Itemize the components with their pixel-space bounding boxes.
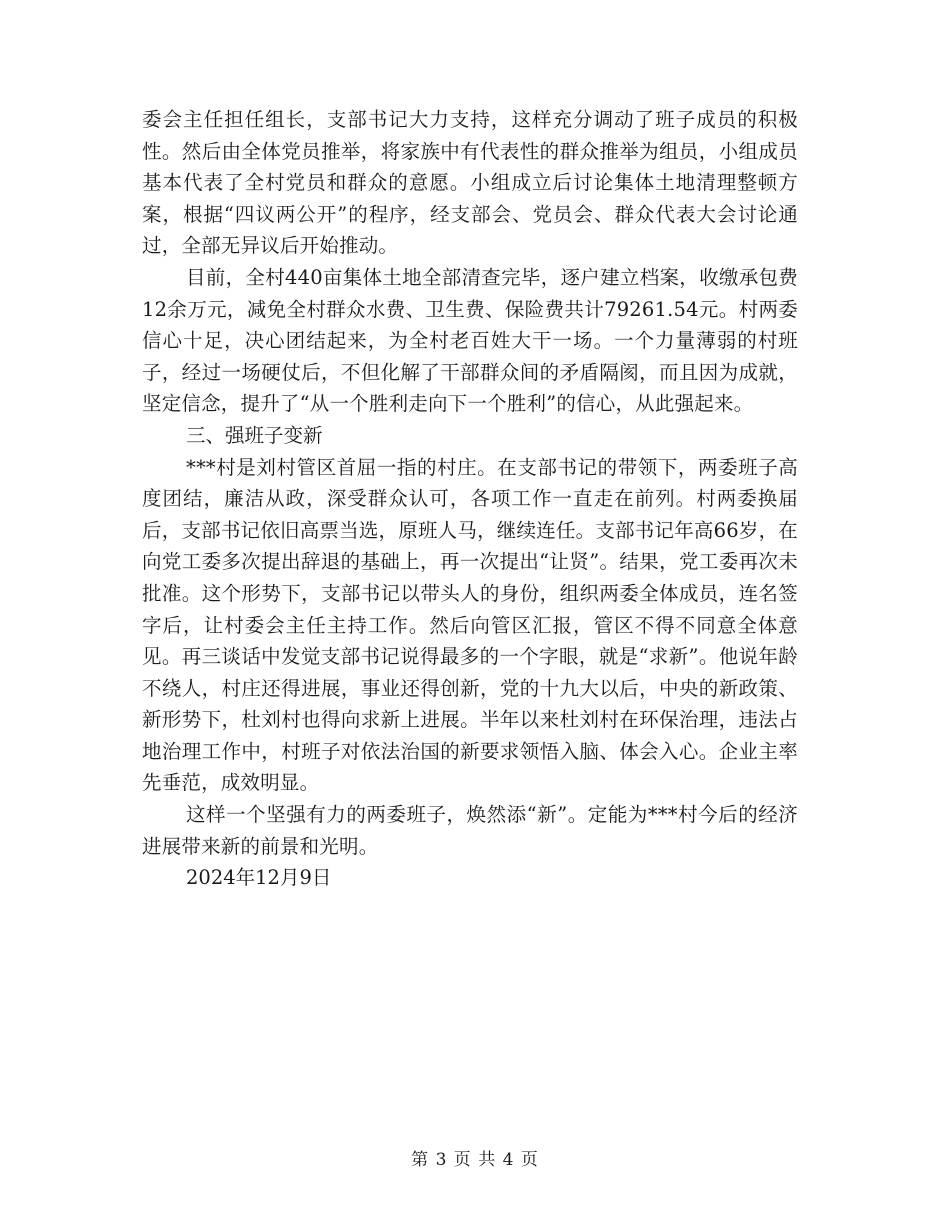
paragraph-4: 这样一个坚强有力的两委班子，焕然添“新”。定能为***村今后的经济进展带来新的前景和光明。 xyxy=(142,803,798,858)
paragraph-2: 目前，全村440亩集体土地全部清查完毕，逐户建立档案，收缴承包费12余万元，减免全村群众水费、卫生费、保险费共计79261.54元。村两委信心十足，决心团结起来，为全村老百姓大干一场。一个力量薄弱的村班子，经过一场硬仗后，不但化解了干部群众间的矛盾隔阂，而且因为成就，坚定信念，提升了“从一个胜利走向下一个胜利”的信心，从此强起来。 xyxy=(142,265,798,416)
section-heading: 三、强班子变新 xyxy=(186,423,323,447)
document-date: 2024年12月9日 xyxy=(186,866,332,890)
document-body xyxy=(142,104,798,894)
paragraph-1: 委会主任担任组长，支部书记大力支持，这样充分调动了班子成员的积极性。然后由全体党员推举，将家族中有代表性的群众推举为组员，小组成员基本代表了全村党员和群众的意愿。小组成立后讨论集体土地清理整顿方案，根据“四议两公开”的程序，经支部会、党员会、群众代表大会讨论通过，全部无异议后开始推动。 xyxy=(142,108,798,258)
paragraph-3: ***村是刘村管区首屈一指的村庄。在支部书记的带领下，两委班子高度团结，廉洁从政，深受群众认可，各项工作一直走在前列。村两委换届后，支部书记依旧高票当选，原班人马，继续连任。支部书记年高66岁，在向党工委多次提出辞退的基础上，再一次提出“让贤”。结果，党工委再次未批准。这个形势下，支部书记以带头人的身份，组织两委全体成员，连名签字后，让村委会主任主持工作。然后向管区汇报，管区不得不同意全体意见。再三谈话中发觉支部书记说得最多的一个字眼，就是“求新”。他说年龄不绕人，村庄还得进展，事业还得创新，党的十九大以后，中央的新政策、新形势下，杜刘村也得向求新上进展。半年以来杜刘村在环保治理，违法占地治理工作中，村班子对依法治国的新要求领悟入脑、体会入心。企业主率先垂范，成效明显。 xyxy=(142,455,798,795)
page-number-footer: 第 3 页 共 4 页 xyxy=(411,1150,539,1170)
